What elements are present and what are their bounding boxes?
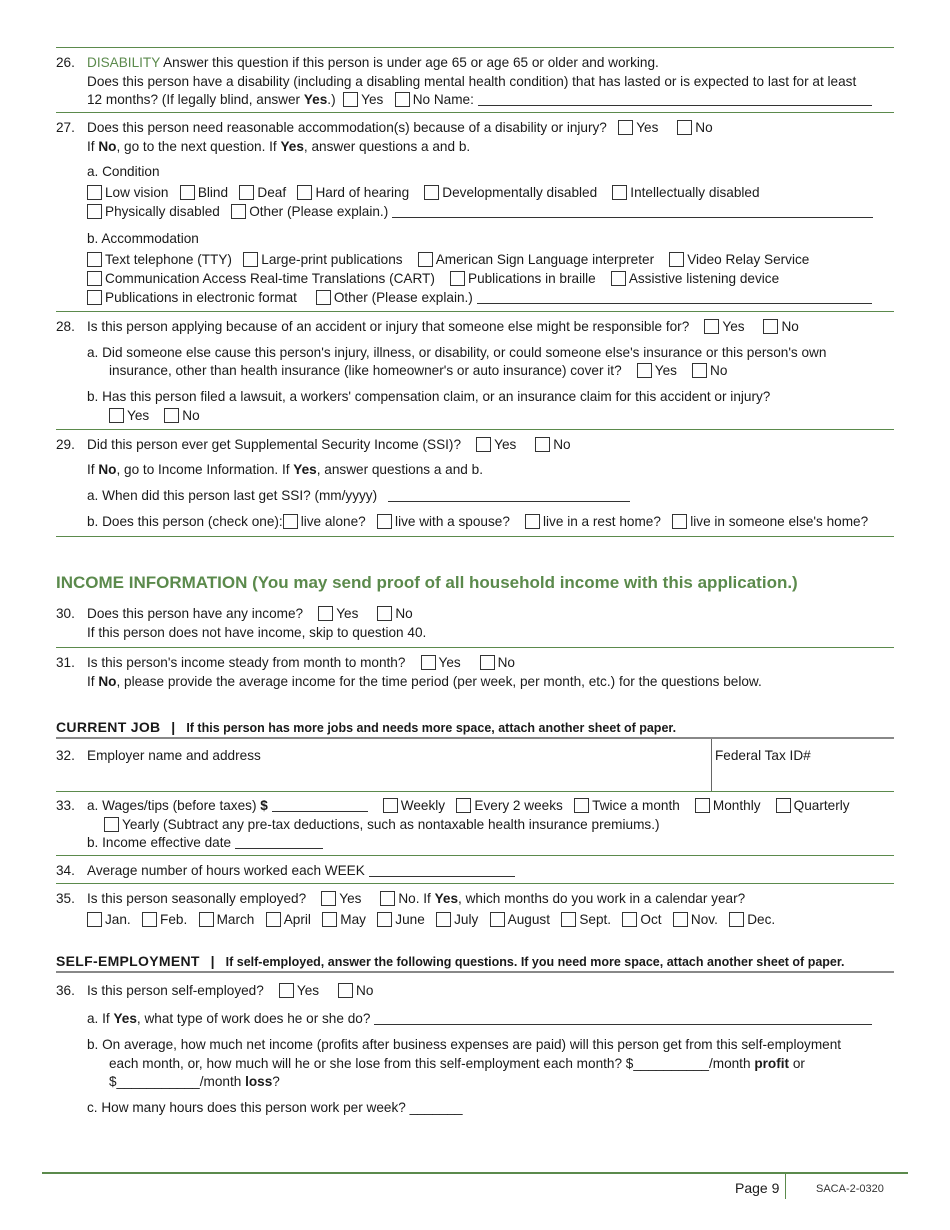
q29-yes-checkbox[interactable]: [476, 437, 491, 452]
freq-weekly-checkbox[interactable]: [383, 798, 398, 813]
divider: [56, 855, 894, 856]
freq-every-2-weeks-checkbox[interactable]: [456, 798, 471, 813]
divider: [56, 791, 894, 792]
month-feb-checkbox[interactable]: [142, 912, 157, 927]
accom-cart-checkbox[interactable]: [87, 271, 102, 286]
cond-deaf-checkbox[interactable]: [239, 185, 254, 200]
month-march-checkbox[interactable]: [199, 912, 214, 927]
q36-no-checkbox[interactable]: [338, 983, 353, 998]
q27b-row1: Text telephone (TTY) Large-print publications American Sign Language interpreter Video Relay Service: [87, 251, 809, 268]
month-nov-checkbox[interactable]: [673, 912, 688, 927]
income-section-title: INCOME INFORMATION (You may send proof of all household income with this application.): [56, 573, 798, 592]
live-someone-else-checkbox[interactable]: [672, 514, 687, 529]
ssi-date-field[interactable]: [388, 489, 630, 502]
current-job-header: CURRENT JOB | If this person has more jobs and needs more space, attach another sheet of paper.: [56, 719, 677, 735]
divider: [56, 47, 894, 48]
q27-no-checkbox[interactable]: [677, 120, 692, 135]
divider: [56, 971, 894, 973]
cond-low-vision-checkbox[interactable]: [87, 185, 102, 200]
q33-number: 33.: [56, 798, 75, 813]
q26-yes-checkbox[interactable]: [343, 92, 358, 107]
q34-number: 34.: [56, 863, 75, 878]
q28a-line2: insurance, other than health insurance (like homeowner's or auto insurance) cover it? Yes No: [109, 363, 728, 378]
q28-number: 28.: [56, 319, 75, 334]
q28-yes-checkbox[interactable]: [704, 319, 719, 334]
divider: [56, 429, 894, 430]
divider: [56, 311, 894, 312]
q30-question-line: Does this person have any income? Yes No: [87, 606, 413, 621]
month-jan-checkbox[interactable]: [87, 912, 102, 927]
cond-blind-checkbox[interactable]: [180, 185, 195, 200]
q27a-row2: Physically disabled Other (Please explain.): [87, 203, 873, 220]
footer-rule: [42, 1172, 908, 1174]
q26-label: DISABILITY: [87, 55, 161, 70]
q30-note: If this person does not have income, skip to question 40.: [87, 625, 427, 640]
month-may-checkbox[interactable]: [322, 912, 337, 927]
page-number: Page 9: [735, 1180, 780, 1196]
accom-other-checkbox[interactable]: [316, 290, 331, 305]
divider: [56, 647, 894, 648]
accom-electronic-checkbox[interactable]: [87, 290, 102, 305]
q28b-yes-checkbox[interactable]: [109, 408, 124, 423]
q27b-row3: Publications in electronic format Other (Please explain.): [87, 289, 872, 306]
q33b-line: b. Income effective date: [87, 834, 323, 851]
q32-tax-label: Federal Tax ID#: [715, 748, 811, 763]
q26-text1: Answer this question if this person is under age 65 or age 65 or older and working.: [163, 55, 659, 70]
q28a-yes-checkbox[interactable]: [637, 363, 652, 378]
income-effective-date-field[interactable]: [235, 836, 323, 849]
cond-hard-of-hearing-checkbox[interactable]: [297, 185, 312, 200]
q29-question-line: Did this person ever get Supplemental Security Income (SSI)? Yes No: [87, 437, 571, 452]
divider: [56, 737, 894, 739]
q30-no-checkbox[interactable]: [377, 606, 392, 621]
divider: [56, 536, 894, 537]
q28a-no-checkbox[interactable]: [692, 363, 707, 378]
q35-question-line: Is this person seasonally employed? Yes No. If Yes, which months do you work in a calendar year?: [87, 891, 746, 906]
divider: [56, 883, 894, 884]
q36b-line2: each month, or, how much will he or she lose from this self-employment each month? $__________/month profit or: [109, 1056, 805, 1071]
month-august-checkbox[interactable]: [490, 912, 505, 927]
q36b-line1: b. On average, how much net income (profits after business expenses are paid) will this person get from this self-employment: [87, 1037, 842, 1052]
q36-question-line: Is this person self-employed? Yes No: [87, 983, 374, 998]
q31-question-line: Is this person's income steady from month to month? Yes No: [87, 655, 515, 670]
q27b-row2: Communication Access Real-time Translations (CART) Publications in braille Assistive listening device: [87, 270, 779, 287]
q32-number: 32.: [56, 748, 75, 763]
freq-yearly-checkbox[interactable]: [104, 817, 119, 832]
month-june-checkbox[interactable]: [377, 912, 392, 927]
freq-twice-a-month-checkbox[interactable]: [574, 798, 589, 813]
q26-no-checkbox[interactable]: [395, 92, 410, 107]
month-oct-checkbox[interactable]: [622, 912, 637, 927]
q36a-line: a. If Yes, what type of work does he or she do?: [87, 1010, 872, 1027]
freq-quarterly-checkbox[interactable]: [776, 798, 791, 813]
q27-question-line: Does this person need reasonable accommodation(s) because of a disability or injury? Yes No: [87, 120, 713, 135]
month-dec-checkbox[interactable]: [729, 912, 744, 927]
self-employment-header: SELF-EMPLOYMENT | If self-employed, answer the following questions. If you need more space, attach another sheet of paper.: [56, 953, 845, 969]
freq-monthly-checkbox[interactable]: [695, 798, 710, 813]
accom-braille-checkbox[interactable]: [450, 271, 465, 286]
q35-yes-checkbox[interactable]: [321, 891, 336, 906]
accom-tty-checkbox[interactable]: [87, 252, 102, 267]
q36-yes-checkbox[interactable]: [279, 983, 294, 998]
q26-line1: [87, 54, 659, 71]
form-page: [56, 0, 894, 1230]
q28-question-line: Is this person applying because of an accident or injury that someone else might be responsible for? Yes No: [87, 319, 799, 334]
q36c-line: c. How many hours does this person work per week? _______: [87, 1100, 463, 1115]
q26-name-field[interactable]: [478, 93, 872, 106]
q28b-line2: Yes No: [109, 407, 200, 424]
form-code: SACA-2-0320: [816, 1183, 884, 1195]
q32-label: Employer name and address: [87, 748, 261, 763]
accom-other-field[interactable]: [477, 291, 872, 304]
q28b-no-checkbox[interactable]: [164, 408, 179, 423]
live-rest-home-checkbox[interactable]: [525, 514, 540, 529]
q31-number: 31.: [56, 655, 75, 670]
q35-no-checkbox[interactable]: [380, 891, 395, 906]
q33-yearly-line: Yearly (Subtract any pre-tax deductions, such as nontaxable health insurance premiums.): [104, 816, 660, 833]
q26-line2: Does this person have a disability (including a disabling mental health condition) that has lasted or is expected to last for at least: [87, 74, 857, 89]
q31-no-checkbox[interactable]: [480, 655, 495, 670]
q36-number: 36.: [56, 983, 75, 998]
hours-per-week-field[interactable]: [369, 864, 515, 877]
cond-developmentally-disabled-checkbox[interactable]: [424, 185, 439, 200]
accom-large-print-checkbox[interactable]: [243, 252, 258, 267]
q35-number: 35.: [56, 891, 75, 906]
q33a-line: a. Wages/tips (before taxes) $ Weekly Every 2 weeks Twice a month Monthly Quarterly: [87, 798, 850, 813]
q27a-label: a. Condition: [87, 164, 160, 179]
q28b-line1: b. Has this person filed a lawsuit, a workers' compensation claim, or an insurance claim for this accident or injury?: [87, 389, 771, 404]
accom-vrs-checkbox[interactable]: [669, 252, 684, 267]
q36b-line3: $___________/month loss?: [109, 1074, 280, 1089]
month-july-checkbox[interactable]: [436, 912, 451, 927]
cond-intellectually-disabled-checkbox[interactable]: [612, 185, 627, 200]
accom-listening-checkbox[interactable]: [611, 271, 626, 286]
q27b-label: b. Accommodation: [87, 231, 199, 246]
q29-instruction: If No, go to Income Information. If Yes, answer questions a and b.: [87, 462, 483, 477]
q35-months-row: Jan. Feb. March April May June July August Sept. Oct Nov. Dec.: [87, 911, 775, 928]
q27-yes-checkbox[interactable]: [618, 120, 633, 135]
work-type-field[interactable]: [374, 1012, 872, 1025]
q27-instruction: If No, go to the next question. If Yes, answer questions a and b.: [87, 139, 471, 154]
q27a-row1: Low vision Blind Deaf Hard of hearing Developmentally disabled Intellectually disabled: [87, 184, 760, 201]
q30-yes-checkbox[interactable]: [318, 606, 333, 621]
q26-line3: 12 months? (If legally blind, answer Yes.) Yes No Name:: [87, 91, 872, 108]
q30-number: 30.: [56, 606, 75, 621]
q29-number: 29.: [56, 437, 75, 452]
live-with-spouse-checkbox[interactable]: [377, 514, 392, 529]
cond-other-field[interactable]: [392, 205, 873, 218]
accom-asl-checkbox[interactable]: [418, 252, 433, 267]
q27-number: 27.: [56, 120, 75, 135]
column-divider: [711, 739, 712, 792]
month-april-checkbox[interactable]: [266, 912, 281, 927]
month-sept-checkbox[interactable]: [561, 912, 576, 927]
cond-physically-disabled-checkbox[interactable]: [87, 204, 102, 219]
live-alone-checkbox[interactable]: [283, 514, 298, 529]
divider: [56, 112, 894, 113]
q29a-line: a. When did this person last get SSI? (mm/yyyy): [87, 487, 630, 504]
q29b-line: b. Does this person (check one): live alone? live with a spouse? live in a rest home? live in someone else's home?: [87, 514, 869, 529]
wages-field[interactable]: [272, 799, 368, 812]
q34-line: Average number of hours worked each WEEK: [87, 862, 515, 879]
footer-separator: [785, 1174, 786, 1199]
q28-no-checkbox[interactable]: [763, 319, 778, 334]
q29-no-checkbox[interactable]: [535, 437, 550, 452]
q26-number: 26.: [56, 55, 75, 70]
q31-instruction: If No, please provide the average income for the time period (per week, per month, etc.) for the questions below.: [87, 674, 762, 689]
q28a-line1: a. Did someone else cause this person's injury, illness, or disability, or could someone else's insurance or this person's own: [87, 345, 827, 360]
cond-other-checkbox[interactable]: [231, 204, 246, 219]
q31-yes-checkbox[interactable]: [421, 655, 436, 670]
